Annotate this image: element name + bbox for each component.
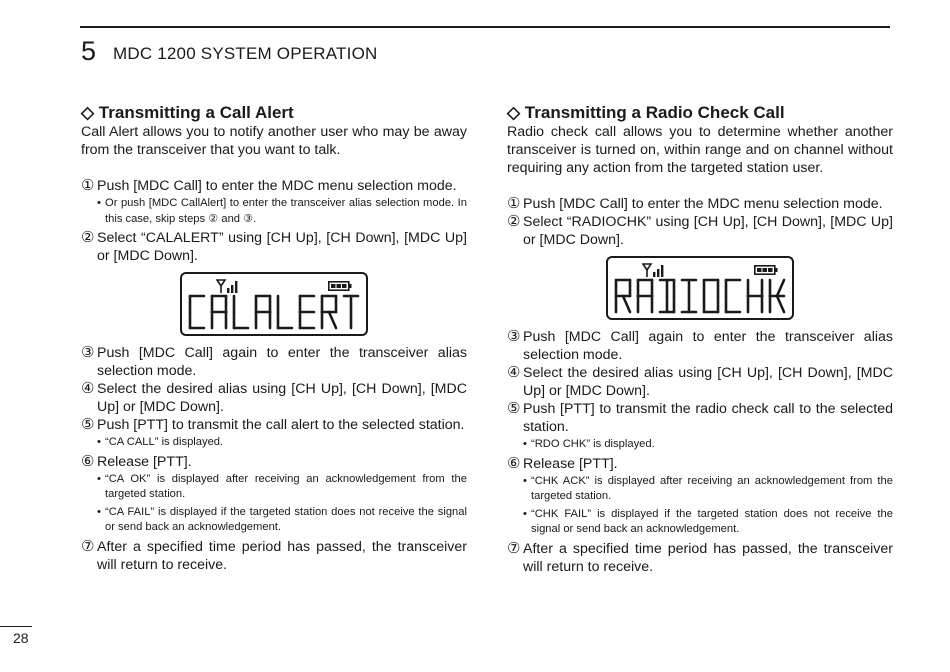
- header-rule: [80, 26, 890, 28]
- lcd-char: [190, 296, 204, 328]
- lcd-char: [212, 296, 226, 328]
- right-column: [507, 103, 893, 576]
- step-number: ⑤: [507, 400, 521, 417]
- lcd-char: [704, 280, 718, 312]
- lcd-char: [726, 280, 740, 312]
- step-text: Release [PTT].: [97, 453, 192, 470]
- step-number: ①: [81, 177, 95, 194]
- step-note: • “CHK ACK” is displayed after receiving an acknowledgement from the targeted station.: [523, 474, 893, 502]
- step-6: [507, 455, 893, 473]
- page-number: 28: [13, 630, 29, 646]
- lcd-segment-text: [612, 277, 788, 315]
- step-text: Push [MDC Call] again to enter the transceiver alias selection mode.: [523, 329, 893, 363]
- left-column: [81, 103, 467, 574]
- step-note: • “CA CALL” is displayed.: [97, 436, 224, 448]
- step-note: • “CA FAIL” is displayed if the targeted station does not receive the signal or send back an acknowledgement.: [97, 505, 467, 533]
- step-number: ③: [507, 328, 521, 345]
- step-note: • “CA OK” is displayed after receiving an acknowledgement from the targeted station.: [97, 472, 467, 500]
- step-5: [507, 400, 893, 436]
- step-number: ⑦: [507, 539, 521, 557]
- section-heading-radio-check: ◇ Transmitting a Radio Check Call: [507, 103, 785, 122]
- chapter-title: MDC 1200 SYSTEM OPERATION: [113, 44, 378, 63]
- step-number: ②: [81, 229, 95, 246]
- lcd-char: [278, 296, 292, 328]
- step-number: ⑥: [507, 454, 521, 472]
- step-number: ①: [507, 195, 521, 212]
- lcd-char: [638, 280, 652, 312]
- lcd-char: [234, 296, 248, 328]
- section-intro: Radio check call allows you to determine whether another transceiver is turned on, within range and on channel without requiring any action from the targeted station user.: [507, 124, 893, 176]
- step-text: Push [MDC Call] again to enter the transceiver alias selection mode.: [97, 345, 467, 379]
- step-1: [81, 177, 467, 195]
- step-2: [81, 229, 467, 265]
- step-number: ③: [81, 344, 95, 361]
- step-text: Select the desired alias using [CH Up], [CH Down], [MDC Up] or [MDC Down].: [523, 365, 893, 399]
- step-1: [507, 195, 893, 213]
- step-6: [81, 453, 467, 471]
- step-text: Select “CALALERT” using [CH Up], [CH Down], [MDC Up] or [MDC Down].: [97, 230, 467, 264]
- step-text: After a specified time period has passed, the transceiver will return to receive.: [97, 538, 467, 573]
- footer-rule: [0, 626, 32, 627]
- step-3: [507, 328, 893, 364]
- step-note: • “RDO CHK” is displayed.: [523, 438, 655, 450]
- chapter-number: 5: [81, 36, 97, 66]
- step-number: ④: [81, 380, 95, 397]
- lcd-display-calalert: [180, 272, 368, 336]
- step-number: ⑦: [81, 537, 95, 555]
- step-number: ④: [507, 364, 521, 381]
- signal-antenna-icon: [642, 263, 666, 277]
- step-text: Select “RADIOCHK” using [CH Up], [CH Down], [MDC Up] or [MDC Down].: [523, 214, 893, 248]
- lcd-char: [682, 280, 696, 312]
- step-4: [81, 380, 467, 416]
- lcd-char: [660, 280, 674, 312]
- lcd-segment-text: [186, 293, 362, 331]
- section-intro: Call Alert allows you to notify another user who may be away from the transceiver that you want to talk.: [81, 124, 467, 158]
- battery-icon: [328, 281, 352, 291]
- step-3: [81, 344, 467, 380]
- lcd-char: [322, 296, 336, 328]
- lcd-char: [300, 296, 314, 328]
- step-7: [81, 538, 467, 574]
- step-number: ⑥: [81, 452, 95, 470]
- step-text: Push [MDC Call] to enter the MDC menu selection mode.: [523, 196, 883, 212]
- step-text: Push [MDC Call] to enter the MDC menu selection mode.: [97, 178, 457, 194]
- step-text: Select the desired alias using [CH Up], [CH Down], [MDC Up] or [MDC Down].: [97, 381, 467, 415]
- lcd-char: [344, 296, 358, 328]
- lcd-char: [748, 280, 762, 312]
- step-7: [507, 540, 893, 576]
- lcd-char: [616, 280, 630, 312]
- section-heading-call-alert: ◇ Transmitting a Call Alert: [81, 103, 294, 122]
- step-text: Push [PTT] to transmit the call alert to the selected station.: [97, 417, 465, 433]
- step-note: • “CHK FAIL” is displayed if the targeted station does not receive the signal or send back an acknowledgement.: [523, 507, 893, 535]
- step-number: ⑤: [81, 416, 95, 433]
- step-number: ②: [507, 213, 521, 230]
- lcd-char: [256, 296, 270, 328]
- step-text: Release [PTT].: [523, 455, 618, 472]
- step-text: Push [PTT] to transmit the radio check call to the selected station.: [523, 401, 893, 435]
- lcd-display-radiochk: [606, 256, 794, 320]
- step-4: [507, 364, 893, 400]
- step-2: [507, 213, 893, 249]
- signal-antenna-icon: [216, 279, 240, 293]
- step-note: • Or push [MDC CallAlert] to enter the transceiver alias selection mode. In this case, skip steps ② and ③.: [97, 197, 467, 225]
- lcd-char: [770, 280, 784, 312]
- step-text: After a specified time period has passed, the transceiver will return to receive.: [523, 540, 893, 575]
- step-5: [81, 416, 467, 434]
- battery-icon: [754, 265, 778, 275]
